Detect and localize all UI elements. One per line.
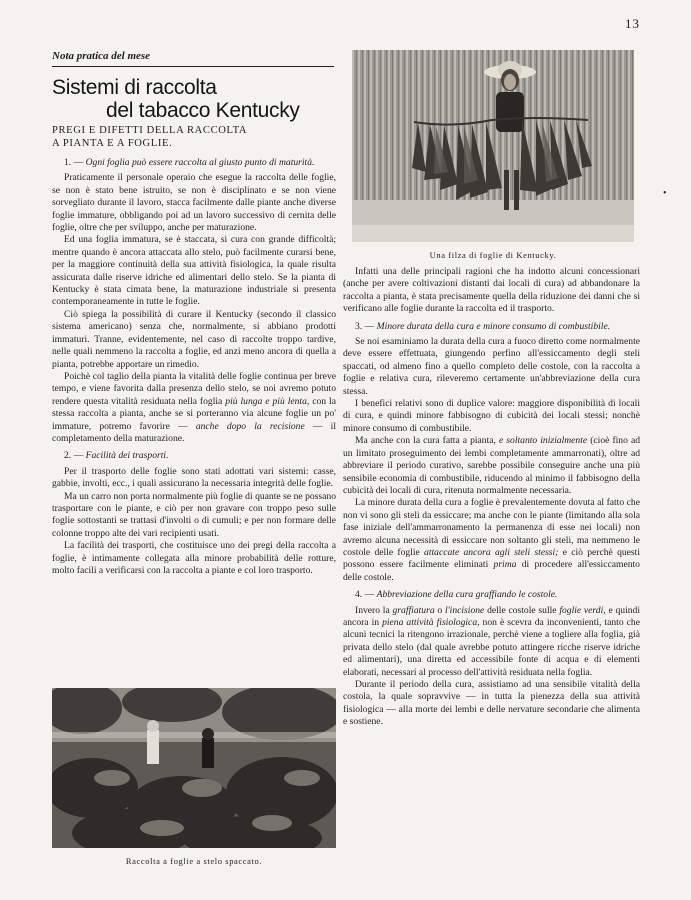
photo-harvest-field-image	[52, 688, 336, 848]
photo-harvest-field	[52, 688, 336, 848]
text-run: e quindi ancora in	[343, 604, 640, 628]
emphasis: anche dopo la recisione	[195, 420, 305, 432]
caption-photo-top: Una filza di foglie di Kentucky.	[429, 250, 557, 260]
paragraph: La facilità dei trasporti, che costituisce uno dei pregi della raccolta a foglie, è intimamente collegata alla minore probabilità delle rotture, molto facili a verificarsi con la raccolta a piante e col loro trasporto.	[52, 540, 336, 576]
text-run: La minore durata della cura a foglie è prevalentemente dovuta al fatto che non vi sono gli steli da essiccare; ma anche con le piante (limitando alla sola fase iniziale dell'ammarronamento la permanenza di esse nei locali) non avremo alcuna necessità di essiccare non soltanto gli steli, ma nemmeno le costole delle foglie	[343, 497, 640, 558]
text-run: con la stessa raccolta a pianta, anche se si porteranno via alcune foglie un po' immature, potremo favorire —	[52, 395, 336, 432]
paragraph: Se noi esaminiamo la durata della cura a fuoco diretto come normalmente deve essere effettuata, giungendo perfino all'essiccamento degli steli spaccati, od almeno fino a quello completo delle costole, con la raccolta a foglie e relativa cura, rileveremo certamente un'abbreviazione della cura stessa.	[343, 336, 640, 397]
photo-tobacco-string	[352, 50, 634, 242]
text-run: Invero la	[355, 604, 390, 616]
text-run: (cioè fino ad un limitato proseguimento dei lembi completamente ammarronati), oltre ad abbreviare il periodo curativo, sarebbe possibile conseguire anche una più sensibile economia di combustibile, riducendo al minimo il fabbisogno della cubicità dei locali di cura, ritenuta normalmente necessaria.	[343, 435, 640, 496]
subsection-2-number: 2. —	[64, 450, 84, 462]
subsection-1-title: Ogni foglia può essere raccolta al giusto punto di maturità.	[85, 157, 315, 168]
subsection-1-heading	[52, 157, 336, 169]
subsection-4-heading	[343, 589, 640, 601]
heading-line-2: A PIANTA E A FOGLIE.	[52, 138, 173, 149]
text-run: — il completamento della maturazione.	[52, 420, 337, 444]
text-run: Poichè col taglio della pianta la vitalità delle foglie continua per breve tempo, e viene favorita dalla presenza dello stelo, se noi avremo potuto rendere questa vitalità residuata nella foglia	[52, 370, 336, 407]
subsection-1-number: 1. —	[64, 157, 84, 168]
paragraph: Ed una foglia immatura, se è staccata, si cura con grande difficoltà; mentre quando è ancora attaccata allo stelo, può facilmente curarsi bene, per la maggiore continuità della sua attività fisiologica, la quale risulta assicurata dalle riserve idriche ed alimentari dello stelo. Se la pianta di Kentucky è stata cimata bene, la maturazione industriale si presenta contemporaneamente in tutte le foglie.	[52, 234, 336, 308]
rubric-label: Nota pratica del mese	[52, 50, 334, 67]
caption-photo-bottom: Raccolta a foglie a stelo spaccato.	[125, 856, 263, 866]
photo-tobacco-string-image	[352, 50, 634, 242]
paragraph: Ma un carro non porta normalmente più foglie di quante se ne possano trasportare con le piante, e ciò per non gravare con troppo peso sulle foglie sottostanti se trattasi d'involti o di cumuli; e per non formare delle colonne troppo alte dei vari recipienti usati.	[52, 490, 336, 539]
page-number: 13	[625, 16, 640, 31]
paragraph: Praticamente il personale operaio che esegue la raccolta delle foglie, se non è stato bene istruito, se non è disciplinato e se non viene sorvegliato durante il lavoro, stacca facilmente dalle piante anche diverse foglie immature, obbligando poi ad un lavoro successivo di cernita delle foglie, oltre che per sviluppo, anche per maturazione.	[52, 172, 336, 234]
text-run: delle costole sulle	[487, 604, 557, 616]
text-run: Ma anche con la cura fatta a pianta,	[355, 435, 496, 447]
text-run: e ciò perchè questi possono essere facilmente eliminati	[343, 546, 640, 571]
emphasis: più lunga e più lenta,	[225, 395, 310, 407]
section-heading	[52, 124, 337, 150]
emphasis: e soltanto inizialmente	[498, 435, 588, 447]
subsection-4-number: 4. —	[355, 589, 375, 601]
paragraph: Ciò spiega la possibilità di curare il Kentucky (secondo il classico sistema americano) senza che, normalmente, si abbiano prodotti immaturi. Tranne, evidentemente, nel caso di raccolte troppo tardive, nelle quali nemmeno la raccolta a foglie, ed anzi meno ancora di quella a pianta, potrebbe apportare un rimedio.	[52, 308, 336, 370]
paragraph	[343, 497, 640, 584]
subsection-2-heading	[52, 450, 336, 462]
paragraph: Infatti una delle principali ragioni che ha indotto alcuni concessionari (anche per avere coltivazioni distanti dai locali di cura) ad abbandonare la raccolta a pianta, è stata precisamente quella della riduzione dei danni che si verificano alle foglie durante la raccolta ed il trasporto.	[343, 266, 640, 315]
article-title	[52, 76, 337, 122]
paragraph	[52, 371, 336, 445]
text-run: di procedere all'essiccamento delle costole.	[343, 559, 640, 583]
emphasis: foglie verdi,	[559, 604, 606, 616]
emphasis: graffiatura	[392, 604, 435, 616]
text-run: non è scevra da inconvenienti, tanto che alcuni tecnici la ritengono irrazionale, perchè viene a togliere alla foglia, già privata dello stelo (dal quale avrebbe potuto attingere ricche riserve idriche ed alimentari), una diretta ed accessibile fonte di acqua e di elementi elaborati, necessari al processo dell'attività residuata nella foglia.	[343, 616, 640, 678]
heading-line-1: PREGI E DIFETTI DELLA RACCOLTA	[52, 125, 248, 136]
paragraph: I benefici relativi sono di duplice valore: maggiore disponibilità di locali di cura, e quindi minore fabbisogno di cubicità dei locali stessi; nonchè minore consumo di combustibile.	[343, 398, 640, 434]
emphasis: l'incisione	[444, 604, 485, 616]
title-line-1: Sistemi di raccolta	[52, 76, 217, 99]
left-column	[52, 152, 336, 577]
subsection-4-title: Abbreviazione della cura graffiando le costole.	[376, 589, 558, 601]
paragraph	[343, 435, 640, 497]
margin-mark: •	[663, 188, 667, 199]
right-column	[343, 266, 640, 729]
emphasis: attaccate ancora agli steli stessi;	[424, 546, 559, 558]
paragraph: Durante il periodo della cura, assistiamo ad una sensibile vitalità della costola, la quale sopravvive — in tutta la pienezza della sua attività fisiologica — alla morte dei lembi e delle nervature secondarie che alimenta e sostiene.	[343, 679, 640, 728]
subsection-3-heading	[343, 321, 640, 333]
emphasis: piena attività fisiologica,	[382, 616, 480, 628]
subsection-2-title: Facilità dei trasporti.	[85, 450, 169, 462]
title-line-2: del tabacco Kentucky	[106, 99, 300, 122]
subsection-3-title: Minore durata della cura e minore consumo di combustibile.	[376, 320, 611, 332]
emphasis: prima	[493, 559, 517, 571]
paragraph: Per il trasporto delle foglie sono stati adottati vari sistemi: casse, gabbie, involti, ecc., i quali assicurano la necessaria integrità delle foglie.	[52, 465, 336, 490]
paragraph	[343, 605, 640, 679]
text-run: o	[437, 604, 443, 616]
subsection-3-number: 3. —	[355, 320, 375, 332]
